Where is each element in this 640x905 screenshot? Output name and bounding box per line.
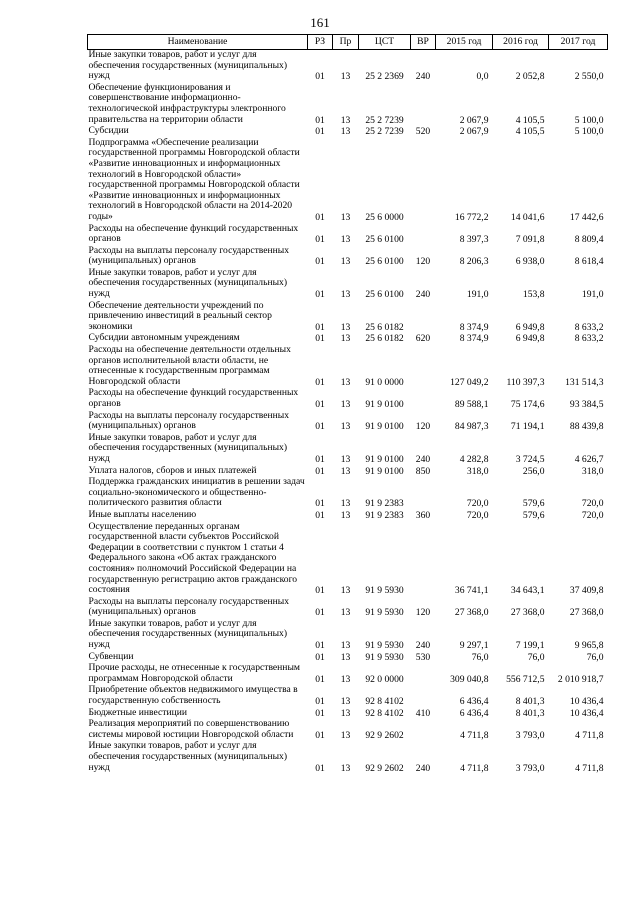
table-cell-rz: 01 (315, 640, 325, 652)
table-cell-2016: 153,8 (522, 289, 545, 301)
table-row (88, 138, 608, 224)
table-cell-rz: 01 (315, 465, 325, 477)
table-cell-vr: 240 (415, 71, 431, 83)
table-cell-name: Иные закупки товаров, работ и услуг для обеспечения государственных (муниципальных) нужд (88, 431, 288, 464)
table-cell-pr: 13 (340, 126, 351, 138)
table-cell-vr (411, 522, 436, 597)
table-cell-name: Осуществление переданных органам государственной власти субъектов Российской Федерации в соответствии с пунктом 1 статьи 4 Федерального закона «Об актах гражданского состояния» полномочий Российской Федерации на государственную регистрацию актов гражданского состояния (88, 520, 298, 596)
table-cell-2016: 3 793,0 (515, 762, 545, 774)
table-cell-2015: 720,0 (466, 509, 489, 521)
table-cell-2016: 7 199,1 (515, 640, 545, 652)
table-row (88, 345, 608, 388)
table-cell-rz: 01 (315, 211, 325, 223)
table-cell-cst: 25 6 0100 (365, 256, 404, 268)
table-cell-pr: 13 (340, 234, 351, 246)
table-cell-rz: 01 (315, 71, 325, 83)
table-cell-2016: 3 724,5 (515, 453, 545, 465)
table-cell-vr (411, 388, 436, 410)
table-cell-rz: 01 (315, 498, 325, 510)
table-cell-pr: 13 (340, 289, 351, 301)
table-cell-2015: 8 397,3 (459, 234, 489, 246)
table-cell-rz: 01 (315, 421, 325, 433)
table-cell-cst: 25 6 0100 (365, 234, 404, 246)
table-cell-name: Реализация мероприятий по совершенствованию системы мировой юстиции Новгородской области (88, 718, 294, 740)
table-cell-2016: 256,0 (522, 465, 545, 477)
table-cell-2017: 4 711,8 (575, 762, 604, 774)
table-cell-2015: 6 436,4 (459, 707, 489, 719)
table-cell-2016: 4 105,5 (515, 126, 545, 138)
table-cell-2017: 2 010 918,7 (557, 673, 604, 685)
table-cell-rz: 01 (315, 651, 325, 663)
table-cell-pr: 13 (340, 453, 351, 465)
table-cell-cst: 91 0 0000 (365, 376, 404, 388)
table-cell-2015: 76,0 (471, 651, 489, 663)
table-row (88, 246, 608, 268)
table-cell-2016: 4 105,5 (515, 114, 545, 126)
table-cell-2017: 5 100,0 (574, 126, 604, 138)
table-cell-name: Уплата налогов, сборов и иных платежей (88, 464, 257, 476)
table-cell-pr: 13 (340, 421, 351, 433)
table-cell-vr: 530 (415, 651, 431, 663)
table-row (88, 477, 608, 510)
table-cell-cst: 91 9 2383 (365, 498, 404, 510)
table-row (88, 522, 608, 597)
table-cell-2015: 4 282,8 (459, 453, 489, 465)
table-cell-rz: 01 (315, 333, 325, 345)
table-cell-2017: 27 368,0 (569, 607, 604, 619)
table-cell-cst: 91 9 5930 (365, 640, 404, 652)
table-cell-2016: 3 793,0 (515, 729, 545, 741)
table-cell-name: Обеспечение функционирования и совершенствование информационно-технологической инфраструктуры электронного правительства на территории области (88, 81, 286, 125)
table-cell-rz: 01 (315, 762, 325, 774)
table-cell-vr: 360 (415, 509, 431, 521)
table-cell-pr: 13 (340, 465, 351, 477)
table-row (88, 411, 608, 433)
header-2015: 2015 год (436, 35, 493, 50)
table-cell-2017: 318,0 (581, 465, 604, 477)
table-cell-pr: 13 (340, 707, 351, 719)
table-cell-2017: 720,0 (581, 509, 604, 521)
table-cell-2016: 8 401,3 (515, 696, 545, 708)
table-cell-2015: 2 067,9 (459, 114, 489, 126)
table-cell-rz: 01 (315, 321, 325, 333)
table-cell-2017: 131 514,3 (565, 376, 604, 388)
table-cell-2015: 318,0 (466, 465, 489, 477)
table-cell-name: Иные закупки товаров, работ и услуг для обеспечения государственных (муниципальных) нужд (88, 617, 288, 651)
header-pr: Пр (333, 35, 359, 50)
table-cell-rz: 01 (315, 696, 325, 708)
table-cell-2016: 6 949,8 (515, 333, 545, 345)
table-cell-name: Субсидии (88, 125, 129, 137)
table-cell-name: Расходы на выплаты персоналу государственных (муниципальных) органов (88, 595, 290, 618)
table-cell-rz: 01 (315, 399, 325, 410)
table-cell-cst: 92 8 4102 (365, 707, 404, 719)
page-number: 161 (310, 15, 330, 30)
table-cell-2015: 309 040,8 (450, 673, 489, 685)
table-cell-2017: 76,0 (586, 651, 604, 663)
table-cell-name: Прочие расходы, не отнесенные к государственным программам Новгородской области (88, 662, 300, 684)
table-cell-vr: 240 (415, 762, 431, 774)
table-cell-2017: 8 618,4 (574, 256, 604, 268)
table-cell-pr: 13 (340, 376, 351, 388)
table-cell-pr: 13 (340, 321, 351, 333)
table-cell-2015: 4 711,8 (460, 729, 489, 741)
table-cell-cst: 91 9 2383 (365, 509, 404, 521)
table-cell-vr (411, 685, 436, 707)
table-cell-name: Расходы на обеспечение функций государственных органов (88, 387, 299, 409)
header-2017: 2017 год (549, 35, 608, 50)
table-cell-pr: 13 (340, 762, 351, 774)
table-cell-2015: 127 049,2 (450, 376, 489, 388)
table-cell-pr: 13 (340, 399, 351, 410)
table-cell-2016: 75 174,6 (510, 399, 545, 410)
table-cell-rz: 01 (315, 376, 325, 388)
table-body (88, 50, 608, 775)
table-cell-name: Поддержка гражданских инициатив в решении задач социально-экономического и общественно-политического развития области (88, 476, 305, 509)
table-cell-2015: 6 436,4 (459, 696, 489, 708)
table-row (88, 388, 608, 410)
table-cell-vr: 850 (415, 465, 431, 477)
table-cell-2017: 93 384,5 (569, 399, 604, 410)
table-cell-vr: 520 (415, 126, 431, 138)
table-cell-cst: 25 2 7239 (365, 126, 404, 138)
table-cell-2015: 36 741,1 (454, 585, 489, 597)
table-cell-pr: 13 (340, 651, 351, 663)
table-cell-2016: 6 938,0 (515, 256, 545, 268)
table-cell-vr: 240 (415, 289, 431, 301)
table-cell-vr: 120 (415, 607, 431, 619)
table-cell-cst: 25 6 0100 (365, 289, 404, 301)
table-cell-vr: 120 (415, 421, 431, 433)
table-cell-2016: 579,6 (522, 509, 545, 521)
table-cell-name: Иные закупки товаров, работ и услуг для обеспечения государственных (муниципальных) нужд (88, 740, 288, 773)
table-cell-name: Субвенции (88, 650, 134, 662)
table-cell-2017: 5 100,0 (574, 114, 604, 126)
table-row (88, 224, 608, 246)
table-cell-pr: 13 (340, 498, 351, 510)
table-cell-2016: 8 401,3 (515, 707, 545, 719)
table-cell-2017: 4 711,8 (575, 729, 604, 741)
table-row (88, 719, 608, 741)
table-cell-2015: 8 374,9 (459, 321, 489, 333)
table-cell-rz: 01 (315, 114, 325, 126)
table-cell-name: Приобретение объектов недвижимого имущества в государственную собственность (88, 684, 298, 707)
table-row (88, 663, 608, 685)
table-cell-cst: 25 2 2369 (365, 71, 404, 83)
table-cell-2016: 34 643,1 (510, 585, 545, 597)
header-name: Наименование (88, 35, 308, 50)
table-row (88, 301, 608, 334)
table-cell-2016: 110 397,3 (506, 376, 545, 388)
table-cell-rz: 01 (315, 453, 325, 465)
table-cell-2015: 720,0 (466, 498, 489, 510)
table-cell-2017: 10 436,4 (569, 696, 604, 708)
table-cell-cst: 91 9 0100 (365, 453, 404, 465)
table-cell-pr: 13 (340, 607, 351, 619)
table-cell-cst: 92 9 2602 (365, 762, 404, 774)
table-cell-pr: 13 (340, 71, 351, 83)
table-cell-rz: 01 (315, 289, 325, 301)
table-cell-name: Иные закупки товаров, работ и услуг для обеспечения государственных (муниципальных) нужд (88, 49, 288, 82)
table-cell-name: Иные закупки товаров, работ и услуг для обеспечения государственных (муниципальных) нужд (88, 266, 288, 300)
table-cell-2015: 89 588,1 (454, 399, 489, 410)
header-cst: ЦСТ (359, 35, 411, 50)
table-cell-name: Подпрограмма «Обеспечение реализации государственной программы Новгородской области «Развитие инновационных и информационных технологий в Новгородской области» государственной программы Новгородской области «Развитие инновационных и информационных технологий в Новгородской области на 2014-2020 годы» (88, 136, 300, 222)
table-row (88, 50, 608, 83)
table-cell-2015: 27 368,0 (454, 607, 489, 619)
table-cell-pr: 13 (340, 256, 351, 268)
table-cell-rz: 01 (315, 607, 325, 619)
table-cell-rz: 01 (315, 585, 325, 597)
table-cell-2016: 2 052,8 (515, 71, 545, 83)
header-vr: ВР (411, 35, 436, 50)
table-row (88, 126, 608, 138)
table-cell-vr: 620 (415, 333, 431, 345)
table-cell-cst: 91 9 0100 (365, 421, 404, 433)
table-cell-pr: 13 (340, 585, 351, 597)
table-cell-pr: 13 (340, 509, 351, 521)
table-cell-vr (411, 663, 436, 685)
table-row (88, 268, 608, 301)
table-cell-vr (411, 224, 436, 246)
table-cell-name: Расходы на обеспечение функций государственных органов (88, 222, 299, 245)
table-cell-2017: 37 409,8 (569, 585, 604, 597)
table-cell-cst: 25 6 0182 (365, 333, 404, 345)
table-cell-cst: 91 9 0100 (365, 399, 404, 410)
table-cell-2015: 2 067,9 (459, 126, 489, 138)
table-cell-cst: 25 2 7239 (365, 114, 404, 126)
table-cell-2016: 556 712,5 (506, 673, 545, 685)
table-row (88, 685, 608, 707)
table-cell-2015: 16 772,2 (454, 211, 489, 223)
table-cell-rz: 01 (315, 234, 325, 246)
table-cell-pr: 13 (340, 114, 351, 126)
table-cell-2015: 191,0 (466, 289, 489, 301)
table-cell-rz: 01 (315, 509, 325, 521)
table-cell-2017: 4 626,7 (574, 453, 604, 465)
table-cell-vr (411, 83, 436, 126)
table-cell-vr (411, 301, 436, 334)
table-cell-2017: 17 442,6 (569, 211, 604, 223)
table-cell-2017: 8 633,2 (574, 333, 604, 345)
table-cell-cst: 25 6 0000 (365, 211, 404, 223)
table-row (88, 619, 608, 652)
table-cell-name: Расходы на обеспечение деятельности отдельных органов исполнительной власти области, не отнесенные к государственным программам Новгородской области (88, 344, 291, 387)
table-cell-cst: 92 8 4102 (365, 696, 404, 708)
table-cell-vr: 240 (415, 453, 431, 465)
table-cell-cst: 91 9 0100 (365, 465, 404, 477)
table-cell-pr: 13 (340, 333, 351, 345)
table-row (88, 597, 608, 619)
table-cell-cst: 25 6 0182 (365, 321, 404, 333)
table-cell-pr: 13 (340, 696, 351, 708)
table-cell-vr: 240 (415, 640, 431, 652)
table-cell-rz: 01 (315, 707, 325, 719)
table-cell-rz: 01 (315, 126, 325, 138)
table-cell-2015: 0,0 (476, 71, 489, 83)
table-cell-name: Бюджетные инвестиции (88, 706, 187, 718)
table-cell-2016: 579,6 (522, 498, 545, 510)
table-cell-pr: 13 (340, 673, 351, 685)
table-cell-2017: 88 439,8 (569, 421, 604, 433)
table-cell-2016: 71 194,1 (510, 421, 545, 433)
table-cell-2017: 9 965,8 (574, 640, 604, 652)
table-cell-2017: 10 436,4 (569, 707, 604, 719)
table-cell-2017: 2 550,0 (574, 71, 604, 83)
table-cell-rz: 01 (315, 673, 325, 685)
table-row (88, 83, 608, 126)
table-cell-vr: 120 (415, 256, 431, 268)
header-rz: РЗ (308, 35, 333, 50)
table-cell-2016: 14 041,6 (510, 211, 545, 223)
table-cell-vr (411, 138, 436, 224)
table-cell-pr: 13 (340, 729, 351, 741)
table-cell-2015: 8 374,9 (459, 333, 489, 345)
table-cell-2016: 7 091,8 (515, 234, 545, 246)
table-cell-vr (411, 477, 436, 510)
table-cell-2015: 4 711,8 (460, 762, 489, 774)
header-2016: 2016 год (493, 35, 549, 50)
table-cell-2015: 84 987,3 (454, 421, 489, 433)
table-cell-2016: 6 949,8 (515, 321, 545, 333)
table-row (88, 433, 608, 466)
table-cell-pr: 13 (340, 640, 351, 652)
table-cell-cst: 91 9 5930 (365, 607, 404, 619)
table-cell-name: Расходы на выплаты персоналу государственных (муниципальных) органов (88, 409, 290, 432)
table-cell-2017: 8 633,2 (574, 321, 604, 333)
table-cell-rz: 01 (315, 256, 325, 268)
table-cell-2016: 76,0 (527, 651, 545, 663)
table-cell-2015: 8 206,3 (459, 256, 489, 268)
table-cell-2017: 8 809,4 (574, 234, 604, 246)
table-cell-cst: 91 9 5930 (365, 651, 404, 663)
table-cell-2017: 191,0 (581, 289, 604, 301)
table-header-row (88, 35, 608, 50)
table-cell-cst: 91 9 5930 (365, 585, 404, 597)
table-cell-vr: 410 (415, 707, 431, 719)
table-cell-name: Обеспечение деятельности учреждений по привлечению инвестиций в реальный сектор экономики (88, 299, 272, 332)
table-cell-rz: 01 (315, 729, 325, 741)
table-row (88, 741, 608, 774)
table-row (88, 510, 608, 522)
table-cell-2015: 9 297,1 (459, 640, 489, 652)
table-cell-cst: 92 9 2602 (365, 729, 404, 741)
table-cell-vr (411, 719, 436, 741)
table-cell-2017: 720,0 (581, 498, 604, 510)
table-cell-pr: 13 (340, 211, 351, 223)
table-cell-vr (411, 345, 436, 388)
table-cell-name: Расходы на выплаты персоналу государственных (муниципальных) органов (88, 244, 290, 267)
table-cell-cst: 92 0 0000 (365, 673, 404, 685)
table-cell-2016: 27 368,0 (510, 607, 545, 619)
table-cell-name: Иные выплаты населению (88, 508, 197, 520)
table-cell-name: Субсидии автономным учреждениям (88, 332, 240, 344)
budget-table (87, 34, 608, 774)
